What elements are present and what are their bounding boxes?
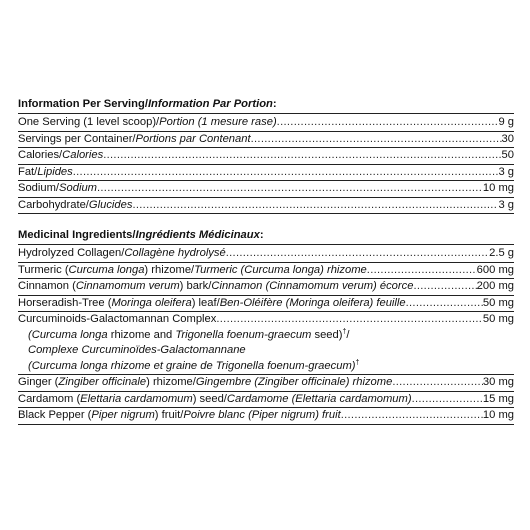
supplement-facts-panel <box>18 96 514 425</box>
serving-value: 3 g <box>498 165 514 178</box>
serving-row: Sodium/Sodium ..... 10 mg <box>18 181 514 198</box>
ingredient-subline: Complexe Curcuminoïdes-Galactomannane <box>28 344 246 356</box>
ingredient-row-cardamom: Cardamom (Elettaria cardamomum) seed/Cardamome (Elettaria cardamomum) ..... 15 mg <box>18 392 514 409</box>
serving-row: Fat/Lipides ..... 3 g <box>18 165 514 182</box>
ingredient-row-hydrolyzed-collagen: Hydrolyzed Collagen/Collagène hydrolysé ..... 2.5 g <box>18 246 514 263</box>
serving-row: Carbohydrate/Glucides ..... 3 g <box>18 198 514 215</box>
ingredient-row-black-pepper: Black Pepper (Piper nigrum) fruit/Poivre blanc (Piper nigrum) fruit ..... 10 mg <box>18 408 514 425</box>
ingredient-row-curcuminoids: Curcuminoids-Galactomannan Complex ..... 50 mg <box>18 312 514 328</box>
ingredient-row-turmeric: Turmeric (Curcuma longa) rhizome/Turmeric (Curcuma longa) rhizome ..... 600 mg <box>18 263 514 280</box>
serving-heading-fr: Information Par Portion <box>147 98 273 110</box>
serving-row: Calories/Calories ..... 50 <box>18 148 514 165</box>
divider <box>18 112 514 114</box>
ingredient-row-cinnamon: Cinnamon (Cinnamomum verum) bark/Cinnamon (Cinnamomum verum) écorce ..... 200 mg <box>18 279 514 296</box>
ingredient-row-horseradish-tree: Horseradish-Tree (Moringa oleifera) leaf/Ben-Oléifère (Moringa oleifera) feuille ..... 50 mg <box>18 296 514 313</box>
serving-value: 10 mg <box>482 182 514 194</box>
serving-value: 30 <box>501 132 514 145</box>
ingredient-row-ginger: Ginger (Zingiber officinale) rhizome/Gingembre (Zingiber officinale) rhizome ..... 30 mg <box>18 375 514 392</box>
serving-heading: Information Per Serving/Information Par Portion: <box>18 98 277 110</box>
serving-value: 9 g <box>498 116 514 128</box>
serving-row: One Serving (1 level scoop)/Portion (1 mesure rase) ..... 9 g <box>18 115 514 132</box>
ingredient-subline: (Curcuma longa rhizome and Trigonella foenum-graecum seed)†/ <box>28 327 350 341</box>
medicinal-heading-fr: Ingrédients Médicinaux <box>135 229 260 241</box>
ingredient-subline: (Curcuma longa rhizome et graine de Trigonella foenum-graecum)† <box>18 359 514 376</box>
divider <box>18 243 514 245</box>
serving-row: Servings per Container/Portions par Contenant ..... 30 <box>18 132 514 149</box>
serving-value: 50 <box>501 149 514 161</box>
medicinal-heading: Medicinal Ingredients/Ingrédients Médicinaux: <box>18 229 264 241</box>
serving-value: 3 g <box>498 198 514 211</box>
